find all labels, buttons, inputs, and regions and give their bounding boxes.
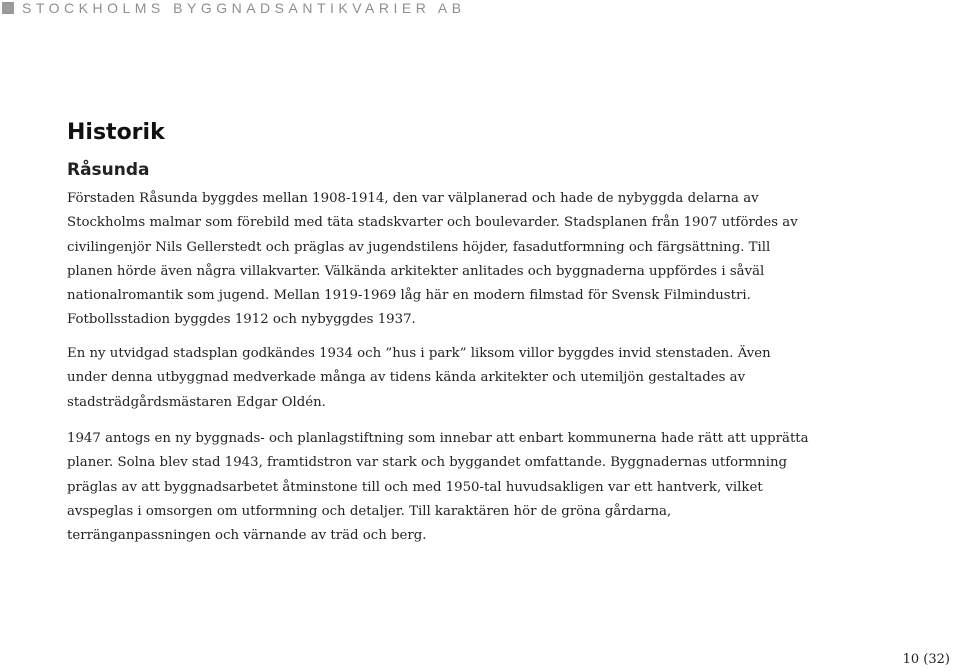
paragraph-line: präglas av att byggnadsarbetet åtminstone till och med 1950-tal huvudsakligen var ett hantverk, vilket <box>67 479 763 495</box>
paragraph-line: under denna utbyggnad medverkade många av tidens kända arkitekter och utemiljön gestaltades av <box>67 370 746 386</box>
paragraph-line: Stockholms malmar som förebild med täta stadskvarter och boulevarder. Stadsplanen från 1907 utfördes av <box>67 215 798 231</box>
paragraph-1 <box>67 187 798 333</box>
paragraph-line: Fotbollsstadion byggdes 1912 och nybyggdes 1937. <box>67 312 416 328</box>
paragraph-line: planen hörde även några villakvarter. Välkända arkitekter anlitades och byggnaderna uppfördes i såväl <box>67 263 765 279</box>
paragraph-line: Förstaden Råsunda byggdes mellan 1908-1914, den var välplanerad och hade de nybyggda delarna av <box>67 191 759 206</box>
section-subtitle: Råsunda <box>67 160 150 180</box>
header-square-mark <box>2 2 14 14</box>
paragraph-line: planer. Solna blev stad 1943, framtidstron var stark och byggandet omfattande. Byggnadernas utformning <box>67 455 788 471</box>
paragraph-line: terränganpassningen och värnande av träd och berg. <box>67 528 427 544</box>
page-title: Historik <box>67 120 165 145</box>
paragraph-line: En ny utvidgad stadsplan godkändes 1934 och ”hus i park” liksom villor byggdes invid stenstaden. Även <box>67 346 771 361</box>
company-name: STOCKHOLMS BYGGNADSANTIKVARIER AB <box>22 0 466 16</box>
document-header <box>0 0 466 16</box>
page-number: 10 (32) <box>902 652 950 667</box>
paragraph-line: avspeglas i omsorgen om utformning och detaljer. Till karaktären hör de gröna gårdarna, <box>67 503 672 519</box>
paragraph-line: nationalromantik som jugend. Mellan 1919-1969 låg här en modern filmstad för Svensk Filmindustri. <box>67 288 751 304</box>
paragraph-3 <box>67 427 809 548</box>
paragraph-line: stadsträdgårdsmästaren Edgar Oldén. <box>67 394 326 410</box>
paragraph-line: 1947 antogs en ny byggnads- och planlagstiftning som innebar att enbart kommunerna hade rätt att upprätta <box>67 431 809 446</box>
paragraph-2 <box>67 342 771 415</box>
paragraph-line: civilingenjör Nils Gellerstedt och präglas av jugendstilens höjder, fasadutformning och färgsättning. Till <box>67 239 771 255</box>
